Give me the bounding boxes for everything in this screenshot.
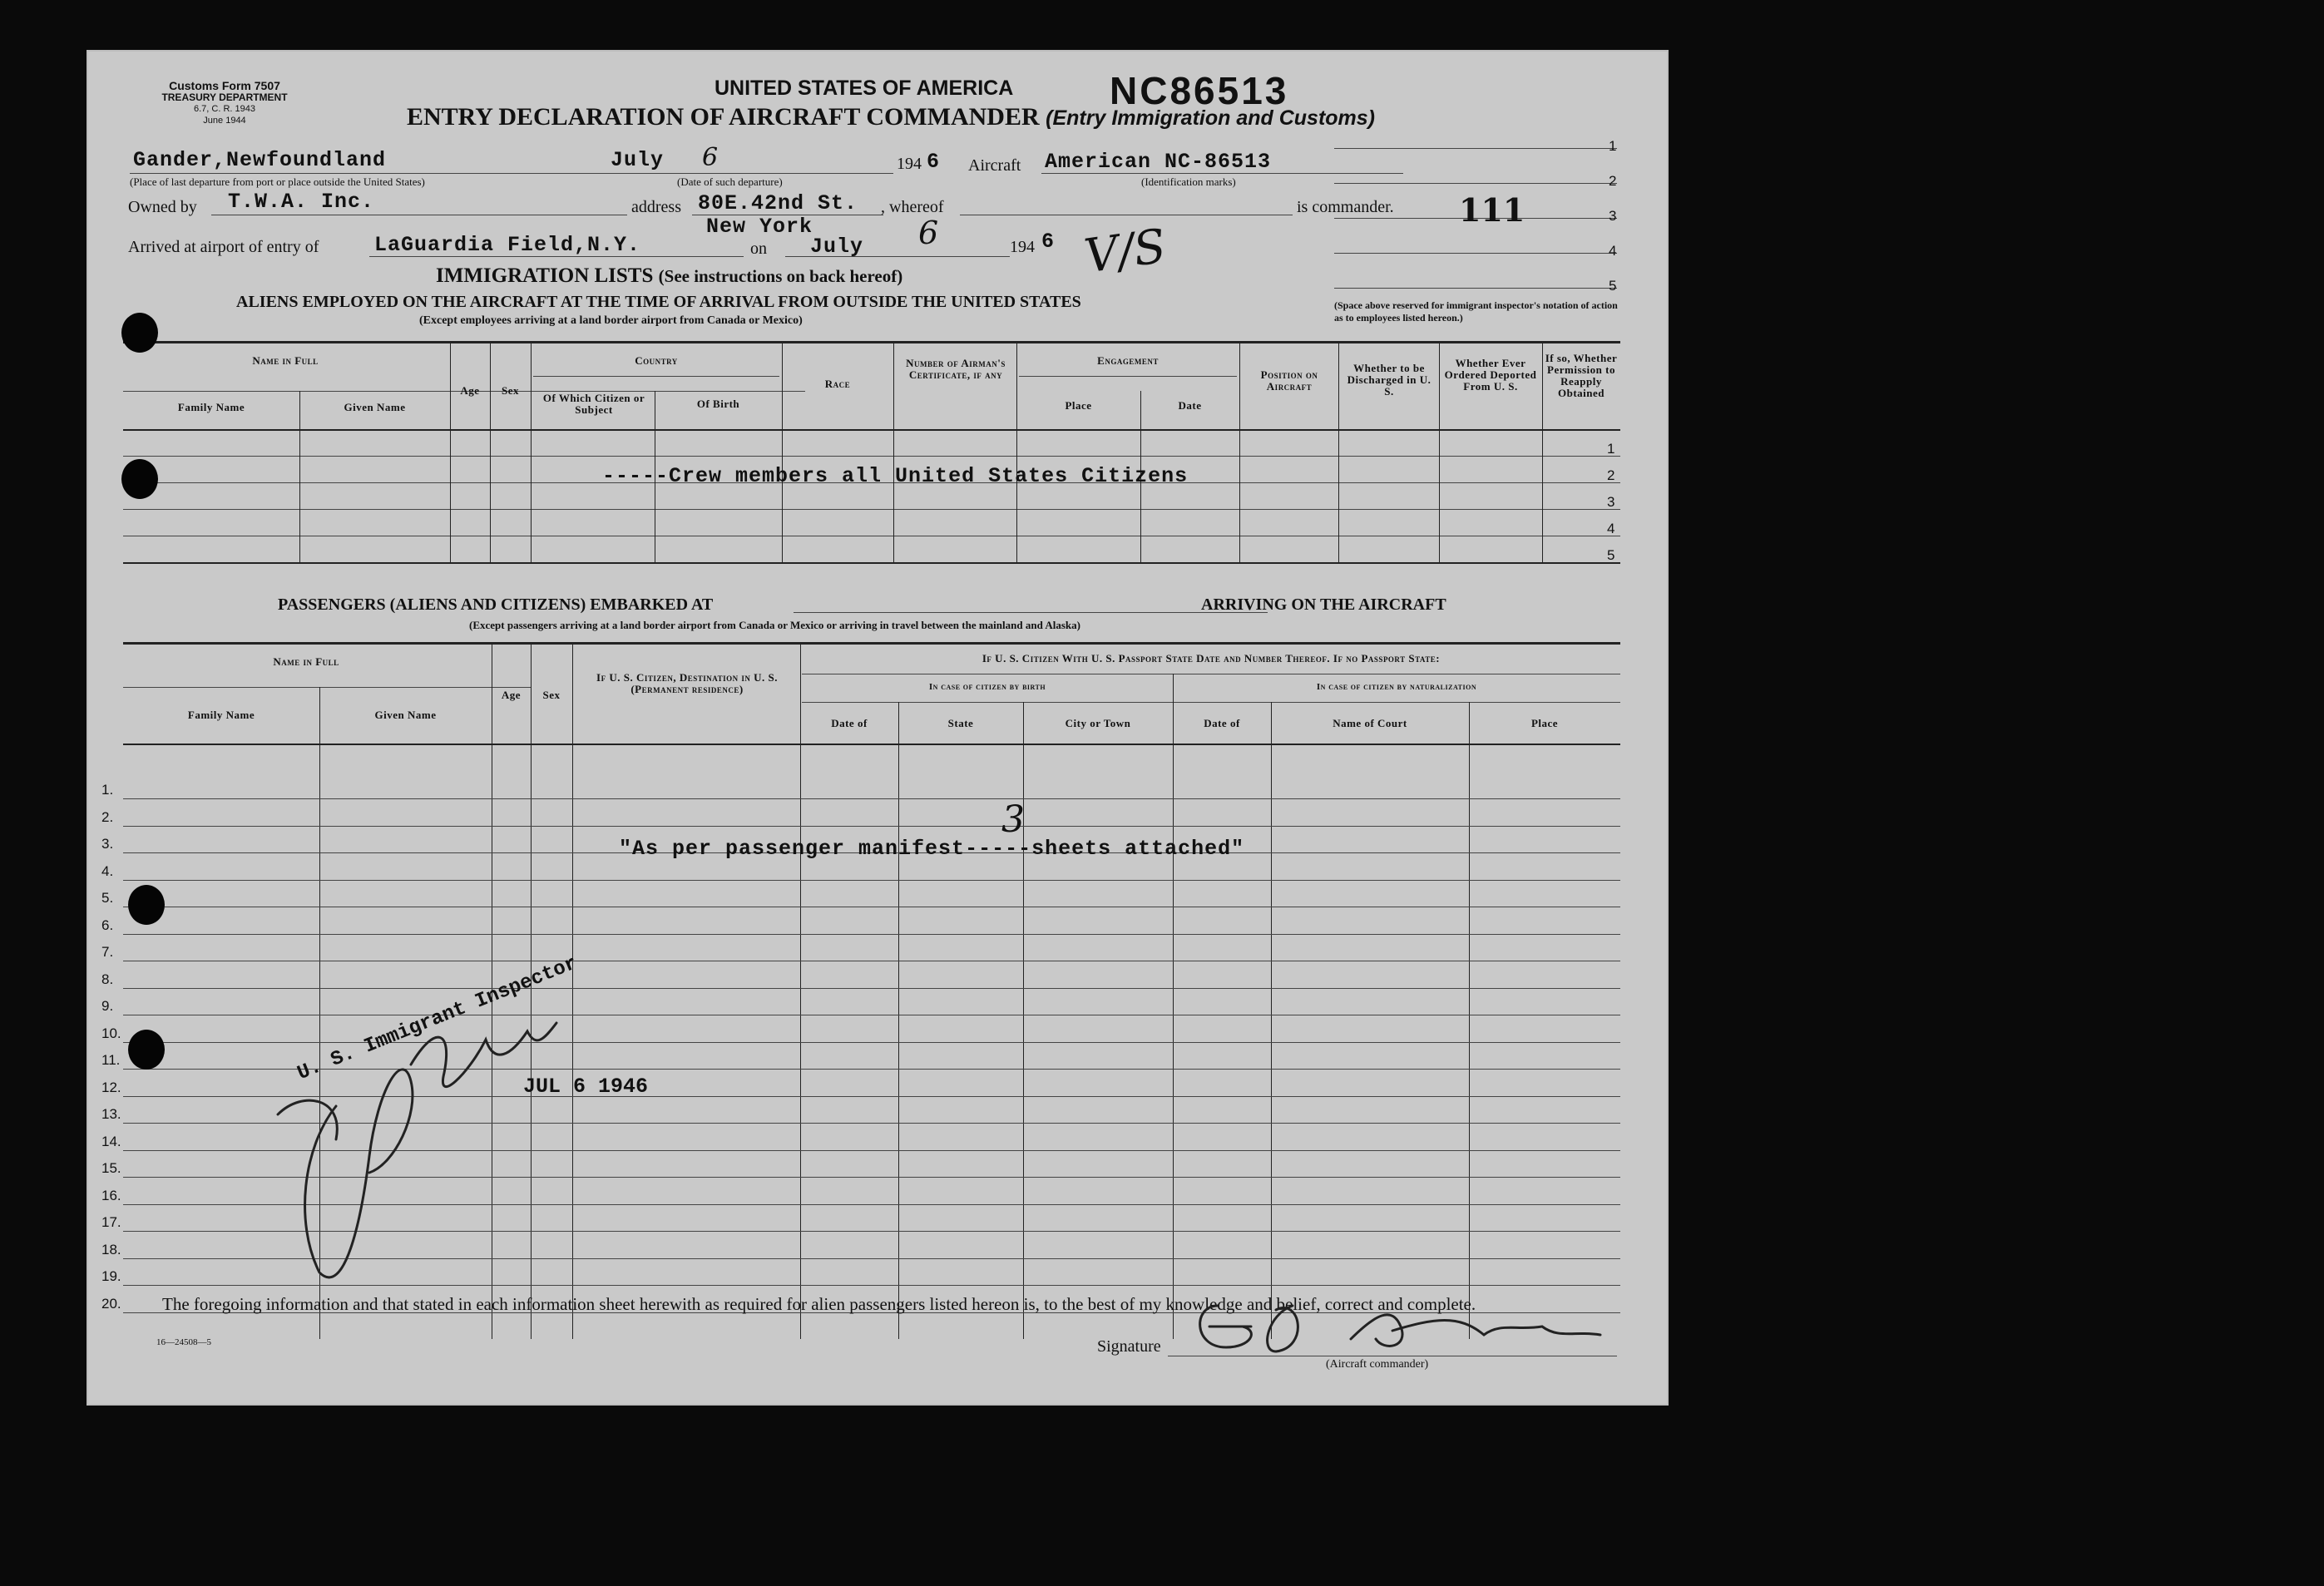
form-title-main: ENTRY DECLARATION OF AIRCRAFT COMMANDER (407, 103, 1040, 131)
aliens-table-bottom (123, 562, 1620, 564)
aliens-col-divider (299, 391, 300, 562)
aliens-col-permission: If so, Whether Permission to Reapply Obtained (1545, 352, 1618, 399)
country-subheader-line (533, 376, 779, 377)
inspector-handwritten: 111 (1459, 191, 1525, 229)
passenger-row-number: 9. (101, 998, 114, 1014)
commander-signature (1184, 1281, 1617, 1364)
passenger-name-subheader-line (123, 687, 531, 688)
passengers-note: (Except passengers arriving at a land border airport from Canada or Mexico or arriving in travel between the mainland and Alaska) (469, 619, 1080, 631)
departure-year-prefix: 194 (897, 155, 922, 173)
manifest-note: "As per passenger manifest-----sheets attached" (619, 837, 1245, 861)
aliens-row-number: 5 (1607, 547, 1615, 563)
aircraft-line (1041, 173, 1403, 174)
inspector-line-number: 2 (1609, 173, 1617, 189)
aliens-row-number: 4 (1607, 521, 1615, 536)
arrival-year-digit: 6 (1041, 230, 1056, 254)
passenger-row-number: 8. (101, 971, 114, 987)
aliens-col-divider (450, 343, 451, 562)
passenger-row-number: 15. (101, 1160, 121, 1176)
aliens-row-number: 1 (1607, 441, 1615, 457)
inspector-note: (Space above reserved for immigrant inspector's notation of action as to employees listed hereon.) (1334, 299, 1618, 324)
passenger-row-number: 16. (101, 1187, 121, 1203)
inspector-signature (245, 948, 561, 1297)
aliens-col-divider (893, 343, 894, 562)
passenger-row-number: 7. (101, 944, 114, 960)
departure-date-line (602, 173, 893, 174)
aliens-row-number: 3 (1607, 494, 1615, 510)
departure-month: July (611, 148, 665, 172)
arrival-day: 6 (918, 215, 939, 251)
owner-address-city: New York (706, 215, 813, 239)
passengers-col-name: Name in Full (273, 655, 339, 668)
arrival-label: Arrived at airport of entry of (128, 238, 319, 256)
passengers-col-given: Given Name (374, 709, 437, 721)
passengers-col-divider (1271, 702, 1272, 1339)
aircraft-label: Aircraft (968, 156, 1021, 175)
form-date: June 1944 (203, 116, 246, 126)
passenger-row-line (123, 880, 1620, 881)
aliens-col-age: Age (460, 384, 480, 397)
form-title-subtitle: (Entry Immigration and Customs) (1046, 106, 1376, 130)
manifest-sheet-count: 3 (1001, 798, 1025, 841)
aliens-col-divider (1439, 343, 1440, 562)
signature-caption: (Aircraft commander) (1326, 1358, 1429, 1371)
aliens-col-date: Date (1178, 399, 1202, 412)
departure-year-digit: 6 (927, 150, 941, 174)
inspector-line-number: 4 (1609, 243, 1617, 259)
inspector-line-number: 3 (1609, 208, 1617, 224)
aliens-heading: ALIENS EMPLOYED ON THE AIRCRAFT AT THE TIME OF ARRIVAL FROM OUTSIDE THE UNITED STATES (236, 293, 1081, 311)
aliens-col-divider (531, 343, 532, 562)
signature-stroke (1268, 1306, 1298, 1351)
passenger-row-number: 13. (101, 1106, 121, 1122)
passengers-col-family: Family Name (187, 709, 255, 721)
signature-stroke (305, 1070, 413, 1277)
citizen-type-line (802, 702, 1620, 703)
passengers-col-destination: If U. S. Citizen, Destination in U. S. (Permanent residence) (596, 671, 778, 695)
passengers-heading-right: ARRIVING ON THE AIRCRAFT (1201, 595, 1446, 614)
passengers-col-city: City or Town (1065, 717, 1131, 729)
passengers-col-court: Name of Court (1333, 717, 1407, 729)
passengers-col-sex: Sex (542, 689, 561, 701)
inspector-line-1 (1334, 148, 1617, 149)
passenger-row-line (123, 826, 1620, 827)
aliens-col-divider (1338, 343, 1339, 562)
aliens-col-engagement: Engagement (1097, 354, 1159, 367)
form-title (407, 103, 1375, 131)
arrival-airport-line (369, 256, 744, 257)
arrival-airport: LaGuardia Field,N.Y. (374, 233, 641, 257)
aliens-col-place: Place (1065, 399, 1092, 412)
aliens-col-certificate: Number of Airman's Certificate, if any (906, 357, 1006, 381)
departure-day: 6 (702, 143, 719, 172)
passenger-row-number: 17. (101, 1214, 121, 1230)
passenger-row-number: 12. (101, 1079, 121, 1095)
handwritten-initials: V/S (1080, 219, 1169, 284)
departure-place: Gander,Newfoundland (133, 148, 387, 172)
aliens-col-divider (1542, 343, 1543, 562)
aircraft-id: American NC-86513 (1045, 150, 1272, 174)
address-label: address (631, 198, 681, 216)
whereof-label: , whereof (881, 198, 944, 216)
aliens-row-line (123, 456, 1620, 457)
embarked-at-line (794, 612, 1268, 613)
passenger-row-number: 4. (101, 862, 114, 879)
owned-by-label: Owned by (128, 198, 197, 216)
passenger-row-number: 20. (101, 1295, 121, 1312)
arrival-year-prefix: 194 (1010, 238, 1035, 256)
punch-hole (121, 313, 158, 353)
passengers-col-divider (572, 644, 573, 1339)
aliens-col-race: Race (824, 378, 851, 390)
passengers-col-divider (1469, 702, 1470, 1339)
inspector-line-number: 5 (1609, 278, 1617, 294)
arrival-on-label: on (750, 240, 767, 258)
departure-place-caption: (Place of last departure from port or place outside the United States) (130, 175, 425, 188)
aliens-col-divider (1016, 343, 1017, 562)
aliens-row-line (123, 509, 1620, 510)
passenger-row-number: 3. (101, 836, 114, 852)
aliens-col-discharged: Whether to be Discharged in U. S. (1347, 362, 1431, 398)
aliens-col-divider (782, 343, 783, 562)
immigration-heading-note: (See instructions on back hereof) (658, 266, 903, 286)
aliens-col-position: Position on Aircraft (1260, 368, 1318, 393)
serial-number: NC86513 (1110, 69, 1289, 112)
passengers-col-by-birth: In case of citizen by birth (928, 682, 1046, 692)
aliens-header-bottom (123, 429, 1620, 431)
passengers-col-passport: If U. S. Citizen With U. S. Passport State Date and Number Thereof. If no Passport State: (982, 652, 1441, 665)
signature-stroke (1200, 1306, 1252, 1347)
passenger-row-number: 19. (101, 1268, 121, 1284)
inspector-stamp: U. S. Immigrant Inspector (294, 952, 581, 1086)
aliens-col-given: Given Name (344, 401, 406, 413)
immigration-heading-main: IMMIGRATION LISTS (436, 264, 654, 287)
customs-form-page (87, 50, 1669, 1406)
passenger-row-line (123, 934, 1620, 935)
aircraft-caption: (Identification marks) (1141, 175, 1236, 188)
form-id-block (125, 80, 324, 126)
aliens-col-deported: Whether Ever Ordered Deported From U. S. (1444, 357, 1537, 393)
passengers-col-place: Place (1530, 717, 1559, 729)
crew-note: -----Crew members all United States Citizens (602, 464, 1189, 488)
passenger-row-number: 14. (101, 1133, 121, 1149)
aliens-note: (Except employees arriving at a land border airport from Canada or Mexico) (419, 314, 803, 327)
signature-stroke (1351, 1315, 1600, 1346)
departure-date-caption: (Date of such departure) (677, 175, 783, 188)
aliens-col-divider (490, 343, 491, 562)
aliens-col-sex: Sex (502, 384, 519, 397)
inspector-line-2 (1334, 183, 1617, 184)
passengers-col-age: Age (501, 689, 522, 701)
passengers-header-bottom (123, 744, 1620, 745)
print-code: 16—24508—5 (156, 1337, 211, 1347)
inspector-line-5 (1334, 288, 1617, 289)
form-cr: 6.7, C. R. 1943 (194, 104, 255, 114)
passengers-col-divider (898, 702, 899, 1339)
arrival-date-line (785, 256, 1010, 257)
aliens-table-top (123, 341, 1620, 343)
passenger-row-number: 18. (101, 1241, 121, 1257)
form-department: TREASURY DEPARTMENT (161, 91, 288, 103)
aliens-row-number: 2 (1607, 467, 1615, 483)
aliens-col-family: Family Name (177, 401, 245, 413)
signature-stroke (278, 1100, 337, 1139)
aliens-col-birth: Of Birth (696, 398, 740, 410)
signature-stroke (411, 1023, 556, 1087)
punch-hole (121, 459, 158, 499)
passengers-col-date-of: Date of (831, 717, 868, 729)
punch-hole (128, 885, 165, 925)
passenger-row-number: 2. (101, 808, 114, 825)
passengers-col-date-of-naturalization: Date of (1204, 717, 1240, 729)
declaration-text: The foregoing information and that stated in each information sheet herewith as required for alien passengers listed hereon is, to the best of my knowledge and belief, correct and complete. (162, 1294, 1476, 1314)
passenger-row-number: 1. (101, 782, 114, 798)
signature-label: Signature (1097, 1337, 1161, 1356)
aliens-col-citizen: Of Which Citizen or Subject (542, 392, 645, 416)
form-number: Customs Form 7507 (169, 79, 280, 92)
passenger-row-number: 5. (101, 890, 114, 906)
punch-hole (128, 1030, 165, 1070)
passengers-col-divider (1023, 702, 1024, 1339)
passengers-heading-left: PASSENGERS (ALIENS AND CITIZENS) EMBARKED AT (278, 595, 714, 614)
inspector-line-4 (1334, 253, 1617, 254)
passenger-row-line (123, 798, 1620, 799)
owner-name: T.W.A. Inc. (228, 190, 375, 214)
passengers-col-divider (1173, 674, 1174, 1339)
aliens-col-country: Country (635, 354, 678, 367)
commander-label: is commander. (1297, 198, 1394, 216)
passengers-table-top (123, 642, 1620, 645)
passengers-col-state: State (947, 717, 974, 729)
stamp-date: JUL 6 1946 (523, 1075, 649, 1099)
passengers-col-by-naturalization: In case of citizen by naturalization (1316, 682, 1477, 692)
passenger-row-number: 6. (101, 917, 114, 933)
arrival-month: July (810, 235, 864, 259)
engagement-subheader-line (1019, 376, 1237, 377)
aliens-col-divider (1239, 343, 1240, 562)
passenger-row-number: 11. (101, 1052, 121, 1068)
passengers-col-divider (800, 644, 801, 1339)
departure-place-line (130, 173, 604, 174)
aliens-col-name: Name in Full (252, 354, 319, 367)
inspector-line-number: 1 (1609, 138, 1617, 154)
passenger-row-number: 10. (101, 1025, 121, 1041)
immigration-heading (436, 264, 902, 288)
owner-address: 80E.42nd St. (698, 191, 858, 215)
country-heading: UNITED STATES OF AMERICA (715, 77, 1014, 100)
